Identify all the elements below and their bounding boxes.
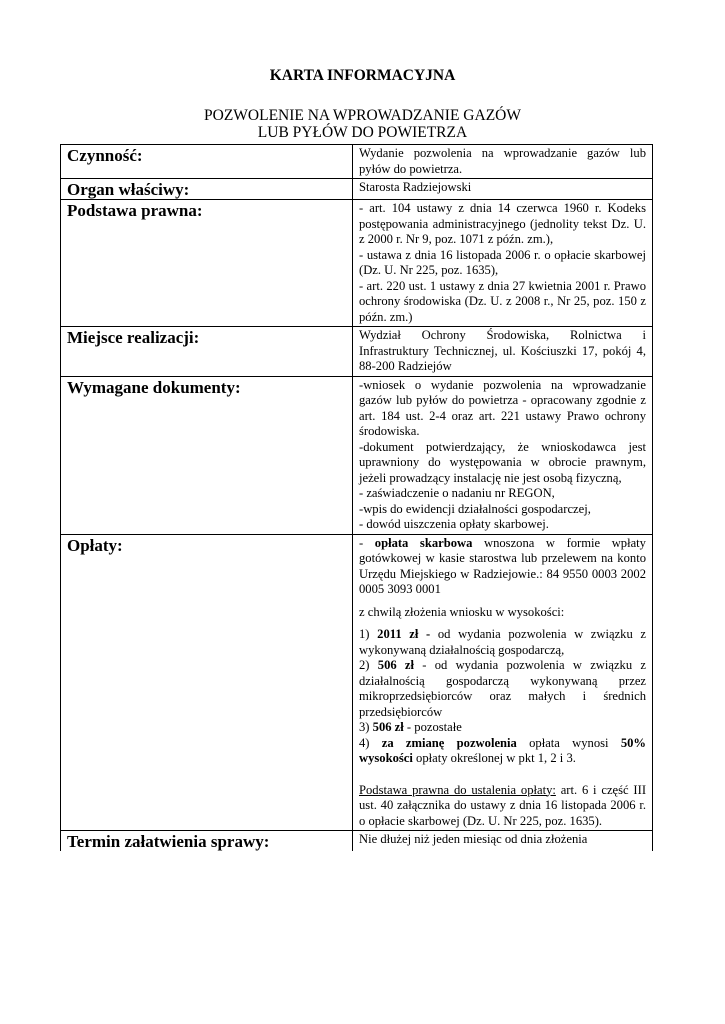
fee-item-amount: 506 zł <box>372 720 404 734</box>
fee-item-2 <box>359 658 646 720</box>
fee-item-prefix: 4) <box>359 735 382 750</box>
row-value-podstawa <box>353 200 653 327</box>
document-title: KARTA INFORMACYJNA <box>269 67 456 84</box>
fee-legal-basis-label: Podstawa prawna do ustalenia opłaty: <box>359 782 556 797</box>
row-label-termin: Termin załatwienia sprawy: <box>61 831 353 852</box>
fee-intro-bold: opłata skarbowa <box>374 535 473 550</box>
fee-amount-intro: z chwilą złożenia wniosku w wysokości: <box>359 604 565 619</box>
list-item: - art. 220 ust. 1 ustawy z dnia 27 kwietnia 2001 r. Prawo ochrony środowiska (Dz. U. z 2008 r., Nr 25, poz. 150 z późn. zm.) <box>359 278 646 324</box>
info-table <box>60 144 653 851</box>
row-label-czynnosc: Czynność: <box>61 145 353 179</box>
table-row <box>61 145 653 179</box>
row-value-termin: Nie dłużej niż jeden miesiąc od dnia złożenia <box>353 831 653 852</box>
fee-legal-basis <box>359 783 646 830</box>
fee-legal-basis-text: art. 6 i część III ust. 40 załącznika do ustawy z dnia 16 listopada 2006 r. o opłacie skarbowej (Dz. U. Nr 225, poz. 1635). <box>359 782 647 828</box>
fee-item-bold: za zmianę pozwolenia <box>381 735 517 750</box>
table-row <box>61 534 653 831</box>
fee-intro-text: wnoszona w formie wpłaty gotówkowej w kasie starostwa lub przelewem na konto Urzędu Miejskiego w Radziejowie.: 84 9550 0003 2002 0005 3093 0001 <box>359 535 646 596</box>
fee-item-1 <box>359 627 646 658</box>
table-row <box>61 376 653 534</box>
fee-item-prefix: 3) <box>359 720 373 734</box>
table-row <box>61 831 653 852</box>
row-value-dokumenty <box>353 376 653 534</box>
table-row <box>61 200 653 327</box>
list-item: - zaświadczenie o nadaniu nr REGON, <box>359 486 555 500</box>
subtitle-line-2: LUB PYŁÓW DO POWIETRZA <box>257 124 468 141</box>
table-row <box>61 327 653 377</box>
fee-intro-prefix: - <box>359 535 375 550</box>
fee-item-prefix: 1) <box>359 627 378 641</box>
fee-intro <box>359 536 646 598</box>
row-value-miejsce: Wydział Ochrony Środowiska, Rolnictwa i Infrastruktury Technicznej, ul. Kościuszki 17, pokój 4, 88-200 Radziejów <box>353 327 653 377</box>
list-item: - ustawa z dnia 16 listopada 2006 r. o opłacie skarbowej (Dz. U. Nr 225, poz. 1635), <box>359 247 646 277</box>
table-row <box>61 179 653 200</box>
row-label-dokumenty: Wymagane dokumenty: <box>61 376 353 534</box>
fee-item-prefix: 2) <box>359 658 378 672</box>
row-label-oplaty: Opłaty: <box>61 534 353 831</box>
fee-item-4 <box>359 736 646 767</box>
row-label-organ: Organ właściwy: <box>61 179 353 200</box>
subtitle-line-1: POZWOLENIE NA WPROWADZANIE GAZÓW <box>204 107 521 124</box>
list-item: -dokument potwierdzający, że wnioskodawca jest uprawniony do występowania w obrocie prawnym, jeżeli prowadzący instalację nie jest osobą fizyczną, <box>359 439 646 485</box>
row-label-miejsce: Miejsce realizacji: <box>61 327 353 377</box>
fee-item-text: opłata wynosi <box>516 735 621 750</box>
document-subtitle <box>0 107 725 141</box>
list-item: - dowód uiszczenia opłaty skarbowej. <box>359 517 549 531</box>
fee-item-text: - pozostałe <box>403 720 462 734</box>
row-value-organ: Starosta Radziejowski <box>353 179 653 200</box>
list-item: - art. 104 ustawy z dnia 14 czerwca 1960 r. Kodeks postępowania administracyjnego (jednolity tekst Dz. U. z 2000 r. Nr 9, poz. 1071 z późn. zm.), <box>359 201 646 246</box>
fee-item-amount: 506 zł <box>377 658 415 672</box>
row-value-oplaty <box>353 534 653 831</box>
fee-item-text: - od wydania pozwolenia w związku z działalnością gospodarczą wykonywaną przez mikroprzedsiębiorców oraz małych i średnich przedsiębiorców <box>359 658 646 719</box>
list-item: -wpis do ewidencji działalności gospodarczej, <box>359 501 591 516</box>
fee-item-amount: 2011 zł - <box>377 627 431 641</box>
fee-item-3 <box>359 720 646 736</box>
row-label-podstawa: Podstawa prawna: <box>61 200 353 327</box>
fee-item-bold: 50% wysokości <box>359 735 647 765</box>
fee-item-text: od wydania pozwolenia w związku z wykonywaną działalnością gospodarczą, <box>359 627 647 657</box>
fee-item-text: opłaty określonej w pkt 1, 2 i 3. <box>412 751 576 765</box>
row-value-czynnosc: Wydanie pozwolenia na wprowadzanie gazów lub pyłów do powietrza. <box>353 145 653 179</box>
list-item: -wniosek o wydanie pozwolenia na wprowadzanie gazów lub pyłów do powietrza - opracowany zgodnie z art. 184 ust. 2-4 oraz art. 221 ustawy Prawo ochrony środowiska. <box>359 377 646 438</box>
